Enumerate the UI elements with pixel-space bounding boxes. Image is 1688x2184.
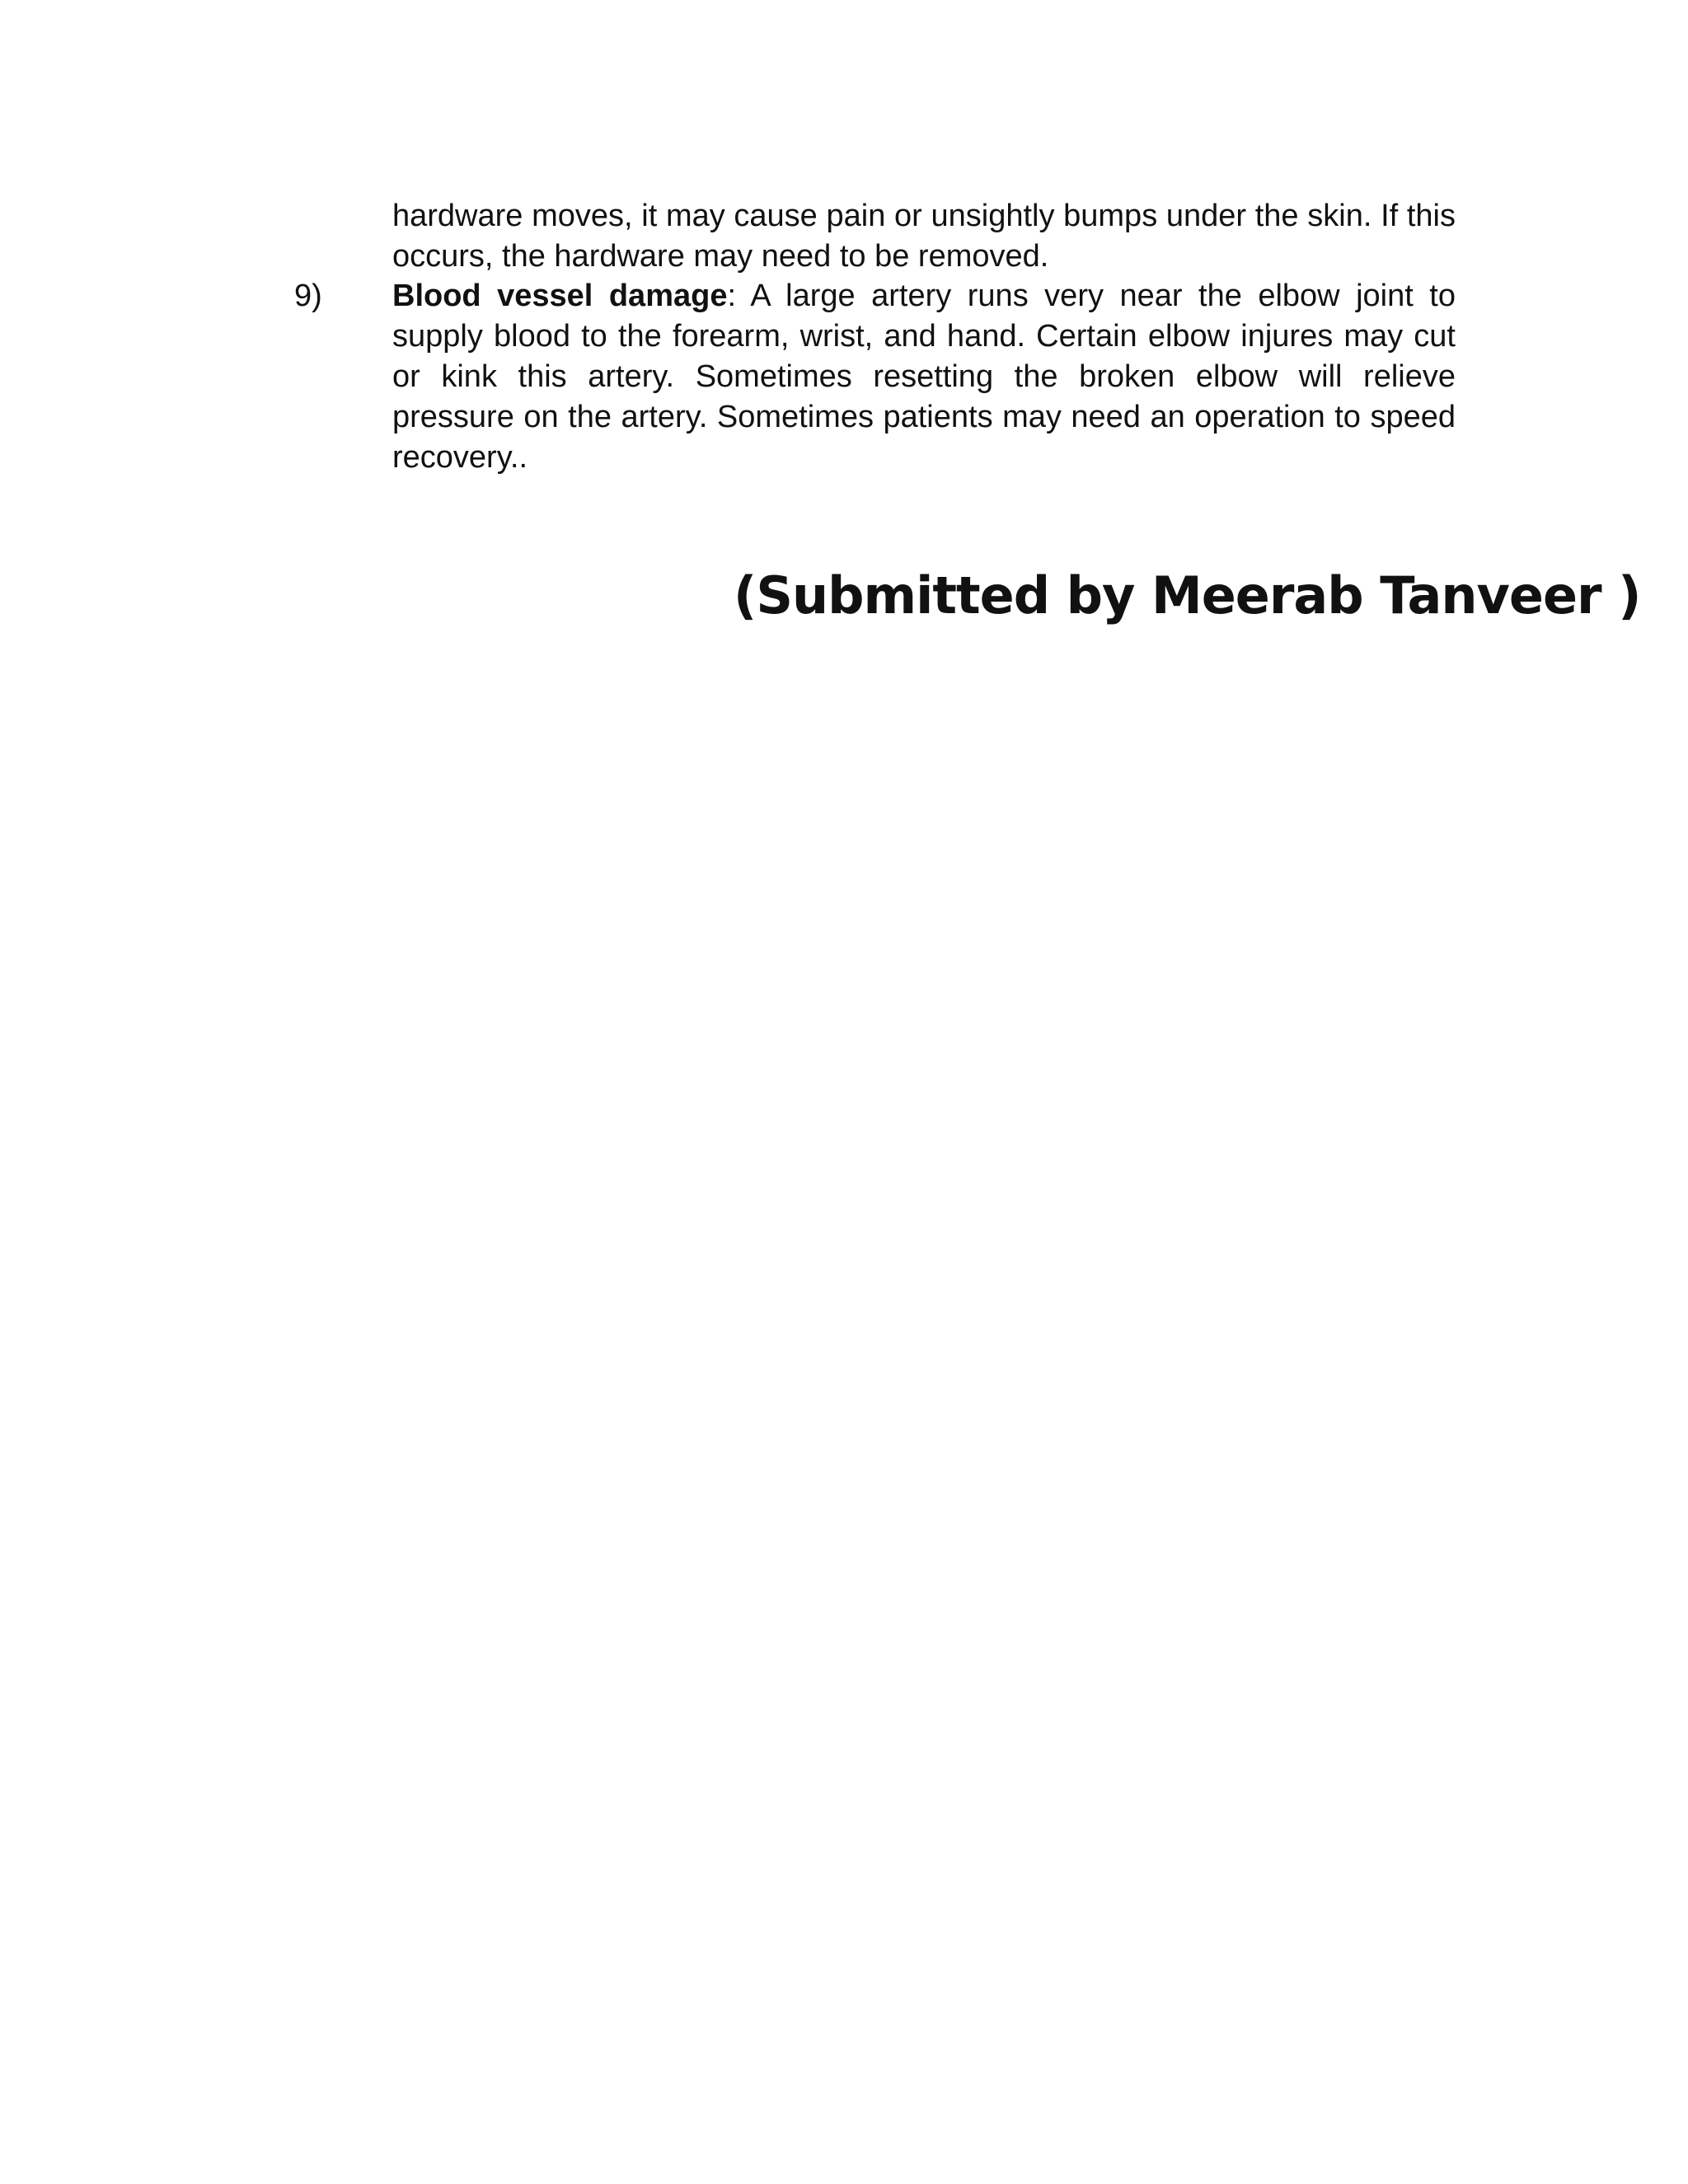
list-item-title: Blood vessel damage	[392, 279, 728, 313]
list-item-number: 9)	[294, 279, 322, 313]
continuation-paragraph: hardware moves, it may cause pain or unsightly bumps under the skin. If this occurs, the hardware may need to be removed.	[392, 199, 1456, 274]
submission-signature: (Submitted by Meerab Tanveer )	[734, 565, 1641, 626]
list-item-body	[392, 276, 1456, 478]
list-item-text: A large artery runs very near the elbow joint to supply blood to the forearm, wrist, and hand. Certain elbow injures may cut or kink this artery. Sometimes resetting the broken elbow will relieve pressure on the artery. Sometimes patients may need an operation to speed recovery..	[392, 279, 1456, 475]
title-separator: :	[727, 279, 751, 313]
